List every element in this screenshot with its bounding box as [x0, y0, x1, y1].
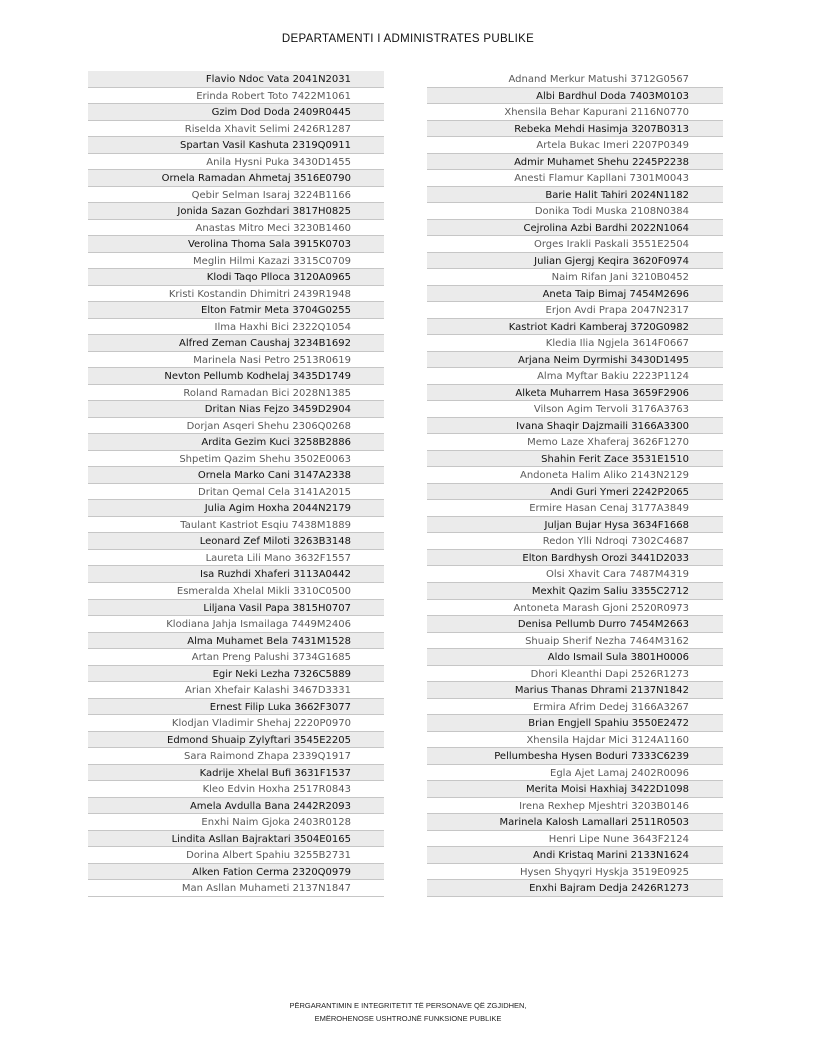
list-item: Alma Muhamet Bela 7431M1528 [88, 633, 384, 650]
list-item: Sara Raimond Zhapa 2339Q1917 [88, 748, 384, 765]
list-item: Rebeka Mehdi Hasimja 3207B0313 [427, 121, 723, 138]
list-item: Andoneta Halim Aliko 2143N2129 [427, 467, 723, 484]
list-item: Juljan Bujar Hysa 3634F1668 [427, 517, 723, 534]
list-item: Ornela Marko Cani 3147A2338 [88, 467, 384, 484]
list-item: Taulant Kastriot Esqiu 7438M1889 [88, 517, 384, 534]
list-item: Kristi Kostandin Dhimitri 2439R1948 [88, 286, 384, 303]
list-item: Barie Halit Tahiri 2024N1182 [427, 187, 723, 204]
list-item: Arjana Neim Dyrmishi 3430D1495 [427, 352, 723, 369]
list-item: Artan Preng Palushi 3734G1685 [88, 649, 384, 666]
list-item: Andi Guri Ymeri 2242P2065 [427, 484, 723, 501]
list-item: Dhori Kleanthi Dapi 2526R1273 [427, 666, 723, 683]
list-item: Flavio Ndoc Vata 2041N2031 [88, 71, 384, 88]
list-item: Albi Bardhul Doda 7403M0103 [427, 88, 723, 105]
list-item: Kadrije Xhelal Bufi 3631F1537 [88, 765, 384, 782]
page-footer [0, 999, 816, 1025]
list-item: Leonard Zef Miloti 3263B3148 [88, 533, 384, 550]
list-item: Klodjan Vladimir Shehaj 2220P0970 [88, 715, 384, 732]
list-item: Henri Lipe Nune 3643F2124 [427, 831, 723, 848]
list-item: Xhensila Hajdar Mici 3124A1160 [427, 732, 723, 749]
list-item: Shuaip Sherif Nezha 7464M3162 [427, 633, 723, 650]
list-item: Kastriot Kadri Kamberaj 3720G0982 [427, 319, 723, 336]
list-item: Nevton Pellumb Kodhelaj 3435D1749 [88, 368, 384, 385]
list-item: Dritan Qemal Cela 3141A2015 [88, 484, 384, 501]
list-item: Amela Avdulla Bana 2442R2093 [88, 798, 384, 815]
list-item: Memo Laze Xhaferaj 3626F1270 [427, 434, 723, 451]
list-item: Spartan Vasil Kashuta 2319Q0911 [88, 137, 384, 154]
list-item: Kleo Edvin Hoxha 2517R0843 [88, 781, 384, 798]
list-item: Arian Xhefair Kalashi 3467D3331 [88, 682, 384, 699]
list-item: Marinela Nasi Petro 2513R0619 [88, 352, 384, 369]
list-item: Adnand Merkur Matushi 3712G0567 [427, 71, 723, 88]
list-item: Admir Muhamet Shehu 2245P2238 [427, 154, 723, 171]
list-item: Irena Rexhep Mjeshtri 3203B0146 [427, 798, 723, 815]
list-item: Qebir Selman Isaraj 3224B1166 [88, 187, 384, 204]
list-item: Ermire Hasan Cenaj 3177A3849 [427, 500, 723, 517]
footer-line-2: EMËROHENOSE USHTROJNË FUNKSIONE PUBLIKE [314, 1014, 502, 1023]
list-item: Antoneta Marash Gjoni 2520R0973 [427, 600, 723, 617]
right-name-column [427, 71, 723, 897]
list-item: Verolina Thoma Sala 3915K0703 [88, 236, 384, 253]
list-item: Dorjan Asqeri Shehu 2306Q0268 [88, 418, 384, 435]
footer-line-1: PËRGARANTIMIN E INTEGRITETIT TË PERSONAVE QË ZGJIDHEN, [289, 1001, 527, 1010]
list-item: Laureta Lili Mano 3632F1557 [88, 550, 384, 567]
list-item: Ernest Filip Luka 3662F3077 [88, 699, 384, 716]
list-item: Alma Myftar Bakiu 2223P1124 [427, 368, 723, 385]
list-item: Ilma Haxhi Bici 2322Q1054 [88, 319, 384, 336]
list-item: Kledia Ilia Ngjela 3614F0667 [427, 335, 723, 352]
list-item: Enxhi Naim Gjoka 2403R0128 [88, 814, 384, 831]
list-item: Anesti Flamur Kapllani 7301M0043 [427, 170, 723, 187]
list-item: Anastas Mitro Meci 3230B1460 [88, 220, 384, 237]
list-item: Ornela Ramadan Ahmetaj 3516E0790 [88, 170, 384, 187]
list-item: Meglin Hilmi Kazazi 3315C0709 [88, 253, 384, 270]
list-item: Pellumbesha Hysen Boduri 7333C6239 [427, 748, 723, 765]
list-item: Man Asllan Muhameti 2137N1847 [88, 880, 384, 897]
list-item: Gzim Dod Doda 2409R0445 [88, 104, 384, 121]
list-item: Andi Kristaq Marini 2133N1624 [427, 847, 723, 864]
list-item: Redon Ylli Ndroqi 7302C4687 [427, 533, 723, 550]
list-item: Elton Fatmir Meta 3704G0255 [88, 302, 384, 319]
list-item: Ermira Afrim Dedej 3166A3267 [427, 699, 723, 716]
list-item: Ivana Shaqir Dajzmaili 3166A3300 [427, 418, 723, 435]
list-item: Egla Ajet Lamaj 2402R0096 [427, 765, 723, 782]
list-item: Alketa Muharrem Hasa 3659F2906 [427, 385, 723, 402]
list-item: Shpetim Qazim Shehu 3502E0063 [88, 451, 384, 468]
list-item: Klodi Taqo Plloca 3120A0965 [88, 269, 384, 286]
list-item: Liljana Vasil Papa 3815H0707 [88, 600, 384, 617]
list-item: Ardita Gezim Kuci 3258B2886 [88, 434, 384, 451]
list-item: Vilson Agim Tervoli 3176A3763 [427, 401, 723, 418]
list-item: Aldo Ismail Sula 3801H0006 [427, 649, 723, 666]
list-item: Merita Moisi Haxhiaj 3422D1098 [427, 781, 723, 798]
list-item: Xhensila Behar Kapurani 2116N0770 [427, 104, 723, 121]
list-item: Donika Todi Muska 2108N0384 [427, 203, 723, 220]
list-item: Hysen Shyqyri Hyskja 3519E0925 [427, 864, 723, 881]
list-item: Egir Neki Lezha 7326C5889 [88, 666, 384, 683]
list-item: Erinda Robert Toto 7422M1061 [88, 88, 384, 105]
list-item: Esmeralda Xhelal Mikli 3310C0500 [88, 583, 384, 600]
page-title: DEPARTAMENTI I ADMINISTRATES PUBLIKE [281, 33, 535, 45]
list-item: Riselda Xhavit Selimi 2426R1287 [88, 121, 384, 138]
list-item: Jonida Sazan Gozhdari 3817H0825 [88, 203, 384, 220]
list-item: Naim Rifan Jani 3210B0452 [427, 269, 723, 286]
list-item: Julia Agim Hoxha 2044N2179 [88, 500, 384, 517]
left-name-column [88, 71, 384, 897]
list-item: Alken Fation Cerma 2320Q0979 [88, 864, 384, 881]
list-item: Klodiana Jahja Ismailaga 7449M2406 [88, 616, 384, 633]
list-item: Orges Irakli Paskali 3551E2504 [427, 236, 723, 253]
list-item: Roland Ramadan Bici 2028N1385 [88, 385, 384, 402]
list-item: Mexhit Qazim Saliu 3355C2712 [427, 583, 723, 600]
list-item: Marius Thanas Dhrami 2137N1842 [427, 682, 723, 699]
list-item: Shahin Ferit Zace 3531E1510 [427, 451, 723, 468]
list-item: Edmond Shuaip Zylyftari 3545E2205 [88, 732, 384, 749]
list-item: Anila Hysni Puka 3430D1455 [88, 154, 384, 171]
list-item: Marinela Kalosh Lamallari 2511R0503 [427, 814, 723, 831]
list-item: Dorina Albert Spahiu 3255B2731 [88, 847, 384, 864]
list-item: Isa Ruzhdi Xhaferi 3113A0442 [88, 566, 384, 583]
list-item: Aneta Taip Bimaj 7454M2696 [427, 286, 723, 303]
list-item: Artela Bukac Imeri 2207P0349 [427, 137, 723, 154]
list-item: Denisa Pellumb Durro 7454M2663 [427, 616, 723, 633]
list-item: Alfred Zeman Caushaj 3234B1692 [88, 335, 384, 352]
list-item: Erjon Avdi Prapa 2047N2317 [427, 302, 723, 319]
list-item: Lindita Asllan Bajraktari 3504E0165 [88, 831, 384, 848]
list-item: Elton Bardhysh Orozi 3441D2033 [427, 550, 723, 567]
list-item: Enxhi Bajram Dedja 2426R1273 [427, 880, 723, 897]
list-item: Julian Gjergj Keqira 3620F0974 [427, 253, 723, 270]
list-item: Brian Engjell Spahiu 3550E2472 [427, 715, 723, 732]
list-item: Olsi Xhavit Cara 7487M4319 [427, 566, 723, 583]
list-item: Cejrolina Azbi Bardhi 2022N1064 [427, 220, 723, 237]
list-item: Dritan Nias Fejzo 3459D2904 [88, 401, 384, 418]
